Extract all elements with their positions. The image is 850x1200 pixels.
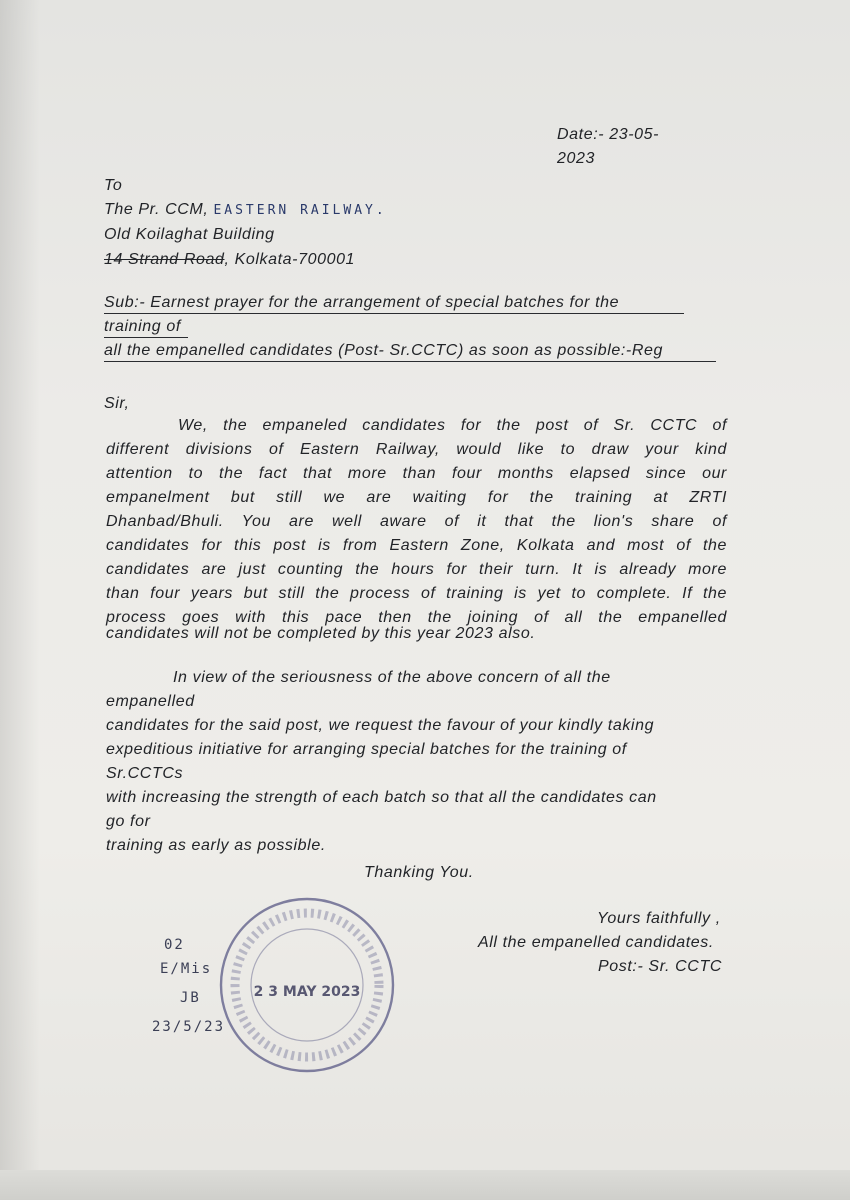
handnote-line-4: 23/5/23: [152, 1019, 226, 1035]
handnote-line-3: JB: [180, 990, 201, 1006]
paragraph-1-line: attention to the fact that more than four months elapsed since our: [106, 465, 727, 482]
paragraph-2-line: Sr.CCTCs: [106, 765, 184, 782]
address-to: To: [104, 177, 123, 194]
address-city: , Kolkata-700001: [224, 251, 356, 268]
subject-line-2: training of: [104, 318, 181, 335]
address-line-1: [104, 197, 387, 224]
subject-underline-3: [104, 361, 716, 362]
date-line-2: 2023: [557, 150, 595, 167]
recipient-title: The Pr. CCM,: [104, 201, 209, 218]
paragraph-2-line: expeditious initiative for arranging special batches for the training of: [106, 741, 627, 758]
paragraph-1-line: process goes with this pace then the joining of all the empanelled: [106, 609, 727, 626]
paragraph-1-line: Dhanbad/Bhuli. You are well aware of it that the lion's share of: [106, 513, 727, 530]
salutation: Sir,: [104, 395, 130, 412]
subject-line-1: Sub:- Earnest prayer for the arrangement of special batches for the: [104, 294, 620, 311]
paragraph-2-line: candidates for the said post, we request the favour of your kindly taking: [106, 717, 655, 734]
paragraph-1-line: We, the empaneled candidates for the post of Sr. CCTC of: [178, 417, 727, 434]
handnote-line-1: 02: [164, 937, 185, 953]
paragraph-2-line: empanelled: [106, 693, 195, 710]
paragraph-1-line: different divisions of Eastern Railway, would like to draw your kind: [106, 441, 727, 458]
subject-line-3: all the empanelled candidates (Post- Sr.CCTC) as soon as possible:-Reg: [104, 342, 663, 359]
paragraph-2-line: training as early as possible.: [106, 837, 326, 854]
stamp-circle-icon: [215, 893, 400, 1078]
date-line-1: Date:- 23-05-: [557, 126, 660, 143]
stamp-date: 2 3 MAY 2023: [253, 984, 361, 1000]
struck-street: 14 Strand Road: [104, 251, 225, 268]
paragraph-1-line: candidates will not be completed by this year 2023 also.: [106, 625, 536, 642]
signoff-line-1: Yours faithfully ,: [597, 910, 721, 927]
signoff-line-2: All the empanelled candidates.: [478, 934, 714, 951]
paper-bottom-edge: [0, 1170, 850, 1200]
handnote-line-2: E/Mis: [160, 961, 213, 977]
paragraph-1-line: candidates for this post is from Eastern Zone, Kolkata and most of the: [106, 537, 727, 554]
paragraph-2-line: with increasing the strength of each batch so that all the candidates can: [106, 789, 657, 806]
address-line-2: Old Koilaghat Building: [104, 226, 275, 243]
received-stamp: [215, 893, 400, 1078]
paragraph-2-line: In view of the seriousness of the above concern of all the: [173, 669, 611, 686]
signoff-line-3: Post:- Sr. CCTC: [598, 958, 722, 975]
subject-underline-1: [104, 313, 684, 314]
recipient-handwritten: EASTERN RAILWAY.: [213, 203, 387, 218]
paragraph-1-line: than four years but still the process of training is yet to complete. If the: [106, 585, 727, 602]
paragraph-1-line: candidates are just counting the hours for their turn. It is already more: [106, 561, 727, 578]
closing: Thanking You.: [364, 864, 474, 881]
paragraph-2-line: go for: [106, 813, 151, 830]
address-line-3: [104, 247, 355, 273]
paragraph-1-line: empanelment but still we are waiting for the training at ZRTI: [106, 489, 727, 506]
